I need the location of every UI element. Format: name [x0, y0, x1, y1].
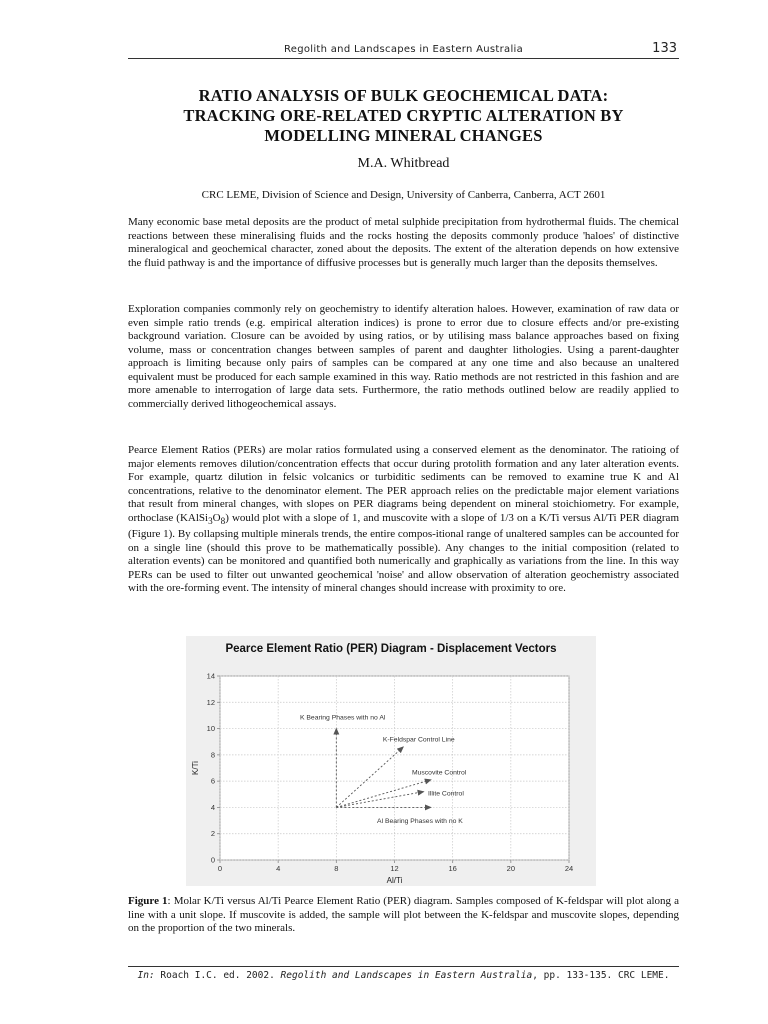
y-tick-label: 0	[210, 855, 215, 865]
x-tick-label: 24	[564, 864, 574, 873]
x-tick-label: 12	[390, 864, 399, 873]
x-axis-label: Al/Ti	[386, 876, 403, 885]
y-tick-label: 14	[206, 671, 215, 681]
x-tick-label: 8	[334, 864, 339, 873]
vector-label: K Bearing Phases with no Al	[299, 714, 386, 722]
x-tick-label: 20	[506, 864, 516, 873]
y-tick-label: 4	[210, 802, 215, 812]
citation-in: In:	[137, 970, 155, 981]
y-tick-label: 12	[206, 697, 215, 707]
caption-label: Figure 1	[128, 895, 168, 907]
y-tick-label: 8	[210, 750, 215, 760]
paragraph-2: Exploration companies commonly rely on geochemistry to identify alteration haloes. However, examination of raw data or even simple ratio trends (e.g. empirical alteration indices) is prone to error due to closure effects and/or pre-existing background variation. Closure can be avoided by using ratios, or by utilising mass balance approaches based on fixing volume, mass or concentration changes between samples of parent and daughter lithologies. Using a parent-daughter approach is limiting because only pairs of samples can be compared at any one time and also because an unaltered equivalent must be produced for each sample examined in this way. Ratio methods are not restricted in this fashion and are more amenable to interrogation of large data sets. Furthermore, the ratio methods outlined below are readily applied to commercially derived lithogeochemical assays.	[128, 303, 679, 410]
chart-title: Pearce Element Ratio (PER) Diagram - Displacement Vectors	[225, 643, 557, 655]
x-tick-label: 4	[276, 864, 281, 873]
title-line: RATIO ANALYSIS OF BULK GEOCHEMICAL DATA:	[198, 86, 609, 105]
per-chart	[186, 636, 596, 886]
title-line: MODELLING MINERAL CHANGES	[264, 126, 543, 145]
running-head	[128, 41, 679, 59]
caption-text: : Molar K/Ti versus Al/Ti Pearce Element Ratio (PER) diagram. Samples composed of K-feldspar will plot along a line with a unit slope. If muscovite is added, the sample will plot between the K-feldspar and muscovite slopes, depending on the proportion of the two minerals.	[128, 895, 679, 934]
x-tick-label: 16	[448, 864, 457, 873]
paragraph-3-text-cont: ) would plot with a slope of 1, and muscovite with a slope of 1/3 on a K/Ti versus Al/Ti PER diagram (Figure 1). By collapsing multiple minerals trends, the entire compos-itional range of unaltered samples can be accounted for on a single line (should this prove to be mathematically possible). Any changes to the initial composition (related to alteration events) can be monitored and quantified both numerically and graphically as variations from the line. In this way PERs can be used to filter out unwanted geochemical 'noise' and allow observation of alteration geochemistry associated with the ore-forming event. The intensity of mineral changes should increase with proximity to ore.	[128, 511, 679, 595]
citation-footer: In: Roach I.C. ed. 2002. Regolith and Landscapes in Eastern Australia, pp. 133-135. CRC LEME.	[137, 970, 670, 981]
x-tick-label: 0	[217, 864, 223, 873]
affiliation: CRC LEME, Division of Science and Design, University of Canberra, Canberra, ACT 2601	[201, 189, 606, 201]
vector-label: K-Feldspar Control Line	[382, 736, 455, 744]
author: M.A. Whitbread	[357, 156, 450, 171]
figure-caption	[128, 895, 679, 936]
vector-label: Al Bearing Phases with no K	[377, 818, 463, 826]
y-tick-label: 6	[210, 776, 215, 786]
paragraph-1: Many economic base metal deposits are the product of metal sulphide precipitation from hydrothermal fluids. The chemical reactions between these mineralising fluids and the rocks hosting the deposits commonly produce 'haloes' of distinctive mineralogical and geochemical character, zoned about the deposits. The extent of the alteration depends on how extensive the fluid pathway is and the importance of diffusive processes but is generally much larger than the deposits themselves.	[128, 216, 679, 269]
paragraph-3-text: Pearce Element Ratios (PERs) are molar ratios formulated using a conserved element as the denominator. The ratioing of major elements removes dilution/concentration effects that occur during protolith formation and any later alteration events. For example, quartz dilution in felsic volcanics or turbiditic sediments can be removed to examine true K and Al concentrations, relative to the denominator element. The PER approach relies on the predictable major element variations that result from mineral changes, with slopes on PER diagrams being dependent on mineral stoichiometry. For example, orthoclase (	[128, 444, 679, 524]
paragraph-3	[128, 444, 679, 596]
y-tick-label: 10	[206, 724, 215, 734]
footer-rule	[128, 966, 679, 967]
figure-1	[186, 636, 596, 886]
article-title	[128, 86, 679, 146]
title-line: TRACKING ORE-RELATED CRYPTIC ALTERATION BY	[183, 106, 624, 125]
vector-label: Illite Control	[427, 790, 464, 798]
vector-label: Muscovite Control	[411, 769, 467, 777]
y-axis-label: K/Ti	[191, 761, 200, 775]
page-number: 133	[652, 41, 677, 56]
header-rule	[128, 58, 679, 59]
y-tick-label: 2	[210, 829, 215, 839]
citation-book: Regolith and Landscapes in Eastern Australia	[280, 970, 533, 981]
running-title: Regolith and Landscapes in Eastern Australia	[283, 44, 524, 55]
formula-orthoclase: $KAlSi_3O_8$	[179, 511, 226, 526]
